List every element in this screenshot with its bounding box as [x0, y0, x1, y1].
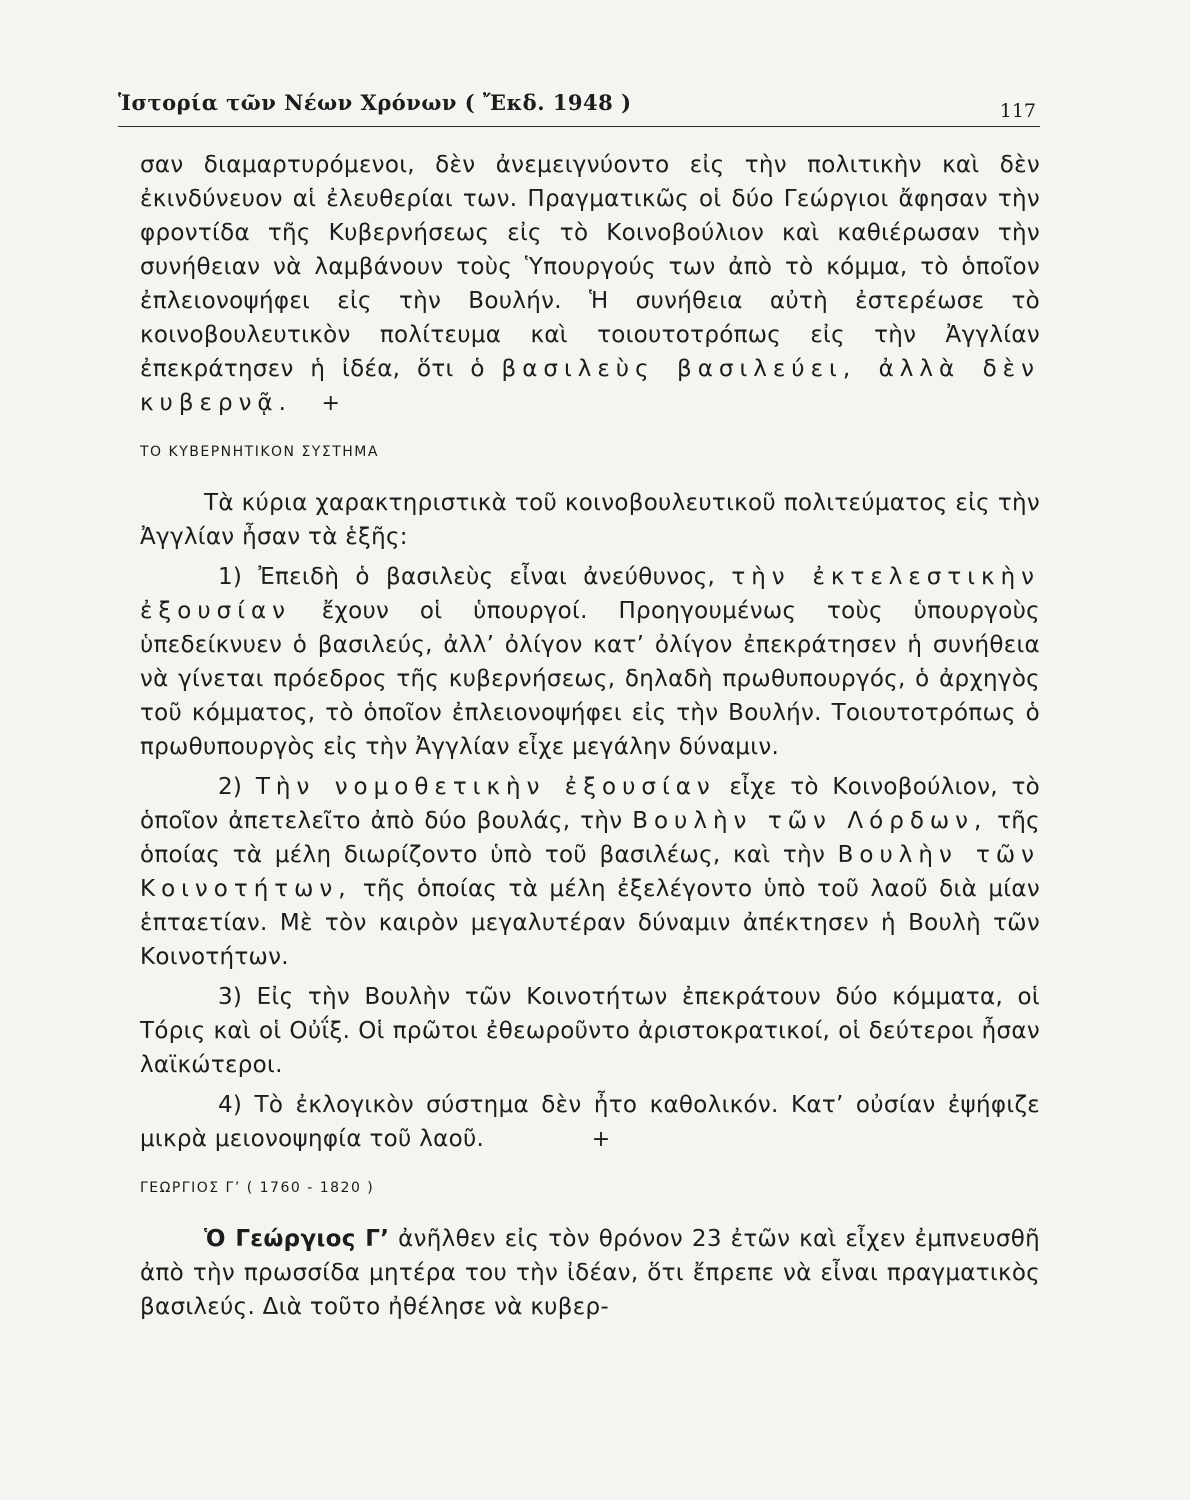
item-2-text-b: τῆς ὁποίας τὰ μέλη διωρίζοντο ὑπὸ τοῦ βασιλέως, καὶ τὴν: [140, 808, 1040, 868]
running-title: Ἱστορία τῶν Νέων Χρόνων ( Ἔκδ. 1948 ): [118, 90, 632, 115]
intro-text: σαν διαμαρτυρόμενοι, δὲν ἀνεμειγνύοντο εἰς τὴν πολιτικὴν καὶ δὲν ἐκινδύνευον αἱ ἐλευθερίαι των. Πραγματικῶς οἱ δύο Γεώργιοι ἄφησαν τὴν φροντίδα τῆς Κυβερνήσεως εἰς τὸ Κοινοβούλιον καὶ καθιέρωσαν τὴν συνήθειαν νὰ λαμβάνουν τοὺς Ὑπουργούς των ἀπὸ τὸ κόμμα, τὸ ὁποῖον ἐπλειονοψήφει εἰς τὴν Βουλήν. Ἡ συνήθεια αὐτὴ ἐστερέωσε τὸ κοινοβουλευτικὸν πολίτευμα καὶ τοιουτοτρόπως εἰς τὴν Ἀγγλίαν ἐπεκράτησεν ἡ ἰδέα, ὅτι ὁ: [140, 152, 1040, 382]
intro-emphasis: βασιλεὺς βασιλεύει, ἀλλὰ δὲν κυβερνᾷ.: [140, 356, 1040, 416]
list-item-1: [140, 560, 1040, 764]
item-2-house-of-commons: Βουλὴν τῶν Κοινοτήτων,: [140, 842, 1040, 902]
cross-mark-icon: +: [591, 1127, 611, 1152]
section-heading-george-iii: ΓΕΩΡΓΙΟΣ Γ’ ( 1760 - 1820 ): [140, 1180, 375, 1196]
item-2-text-a: εἶχε τὸ Κοινοβούλιον, τὸ ὁποῖον ἀπετελεῖτο ἀπὸ δύο βουλάς, τὴν: [140, 774, 1040, 834]
item-1-text: ἔχουν οἱ ὑπουργοί. Προηγουμένως τοὺς ὑπουργοὺς ὑπεδείκνυεν ὁ βασιλεύς, ἀλλ’ ὀλίγον κατ’ ὀλίγον ἐπεκράτησεν ἡ συνήθεια νὰ γίνεται πρόεδρος τῆς κυβερνήσεως, δηλαδὴ πρωθυπουργός, ὁ ἀρχηγὸς τοῦ κόμματος, τὸ ὁποῖον ἐπλειονοψήφει εἰς τὴν Βουλήν. Τοιουτοτρόπως ὁ πρωθυπουργὸς εἰς τὴν Ἀγγλίαν εἶχε μεγάλην δύναμιν.: [140, 598, 1040, 760]
item-2-text-c: τῆς ὁποίας τὰ μέλη ἐξελέγοντο ὑπὸ τοῦ λαοῦ διὰ μίαν ἑπταετίαν. Μὲ τὸν καιρὸν μεγαλυτέραν δύναμιν ἀπέκτησεν ἡ Βουλὴ τῶν Κοινοτήτων.: [140, 876, 1040, 970]
running-header: [118, 86, 1040, 127]
list-item-2: [140, 770, 1040, 974]
george-text: ἀνῆλθεν εἰς τὸν θρόνον 23 ἐτῶν καὶ εἶχεν ἐμπνευσθῆ ἀπὸ τὴν πρωσσίδα μητέρα του τὴν ἰδέαν, ὅτι ἔπρεπε νὰ εἶναι πραγματικὸς βασιλεύς. Διὰ τοῦτο ἠθέλησε νὰ κυβερ-: [140, 1226, 1040, 1320]
item-4-text: 4) Τὸ ἐκλογικὸν σύστημα δὲν ἦτο καθολικόν. Κατ’ οὐσίαν ἐψήφιζε μικρὰ μειονοψηφία τοῦ λαοῦ.: [140, 1092, 1040, 1152]
item-1-lead: 1) Ἐπειδὴ ὁ βασιλεὺς εἶναι ἀνεύθυνος,: [218, 564, 716, 590]
item-2-emphasis: Τὴν νομοθετικὴν ἐξουσίαν: [255, 774, 716, 800]
george-name: Ὁ Γεώργιος Γ’: [204, 1226, 390, 1252]
list-item-4: [140, 1088, 1040, 1156]
cross-mark-icon: +: [321, 391, 341, 416]
item-2-house-of-lords: Βουλὴν τῶν Λόρδων,: [632, 808, 988, 834]
page-number: 117: [999, 100, 1036, 122]
section-intro: Τὰ κύρια χαρακτηριστικὰ τοῦ κοινοβουλευτικοῦ πολιτεύματος εἰς τὴν Ἀγγλίαν ἦσαν τὰ ἑξῆς:: [140, 490, 1040, 550]
item-2-number: 2): [218, 774, 243, 800]
section-heading-government-system: ΤΟ ΚΥΒΕΡΝΗΤΙΚΟΝ ΣΥΣΤΗΜΑ: [140, 444, 379, 460]
intro-paragraph: [140, 148, 1040, 420]
page-body: [140, 148, 1040, 1324]
george-paragraph: [140, 1222, 1040, 1324]
item-1-emphasis: τὴν ἐκτελεστικὴν ἐξουσίαν: [140, 564, 1040, 624]
list-item-3: 3) Εἰς τὴν Βουλὴν τῶν Κοινοτήτων ἐπεκράτουν δύο κόμματα, οἱ Τόρις καὶ οἱ Οὐΐξ. Οἱ πρῶτοι ἐθεωροῦντο ἀριστοκρατικοί, οἱ δεύτεροι ἦσαν λαϊκώτεροι.: [140, 984, 1040, 1078]
